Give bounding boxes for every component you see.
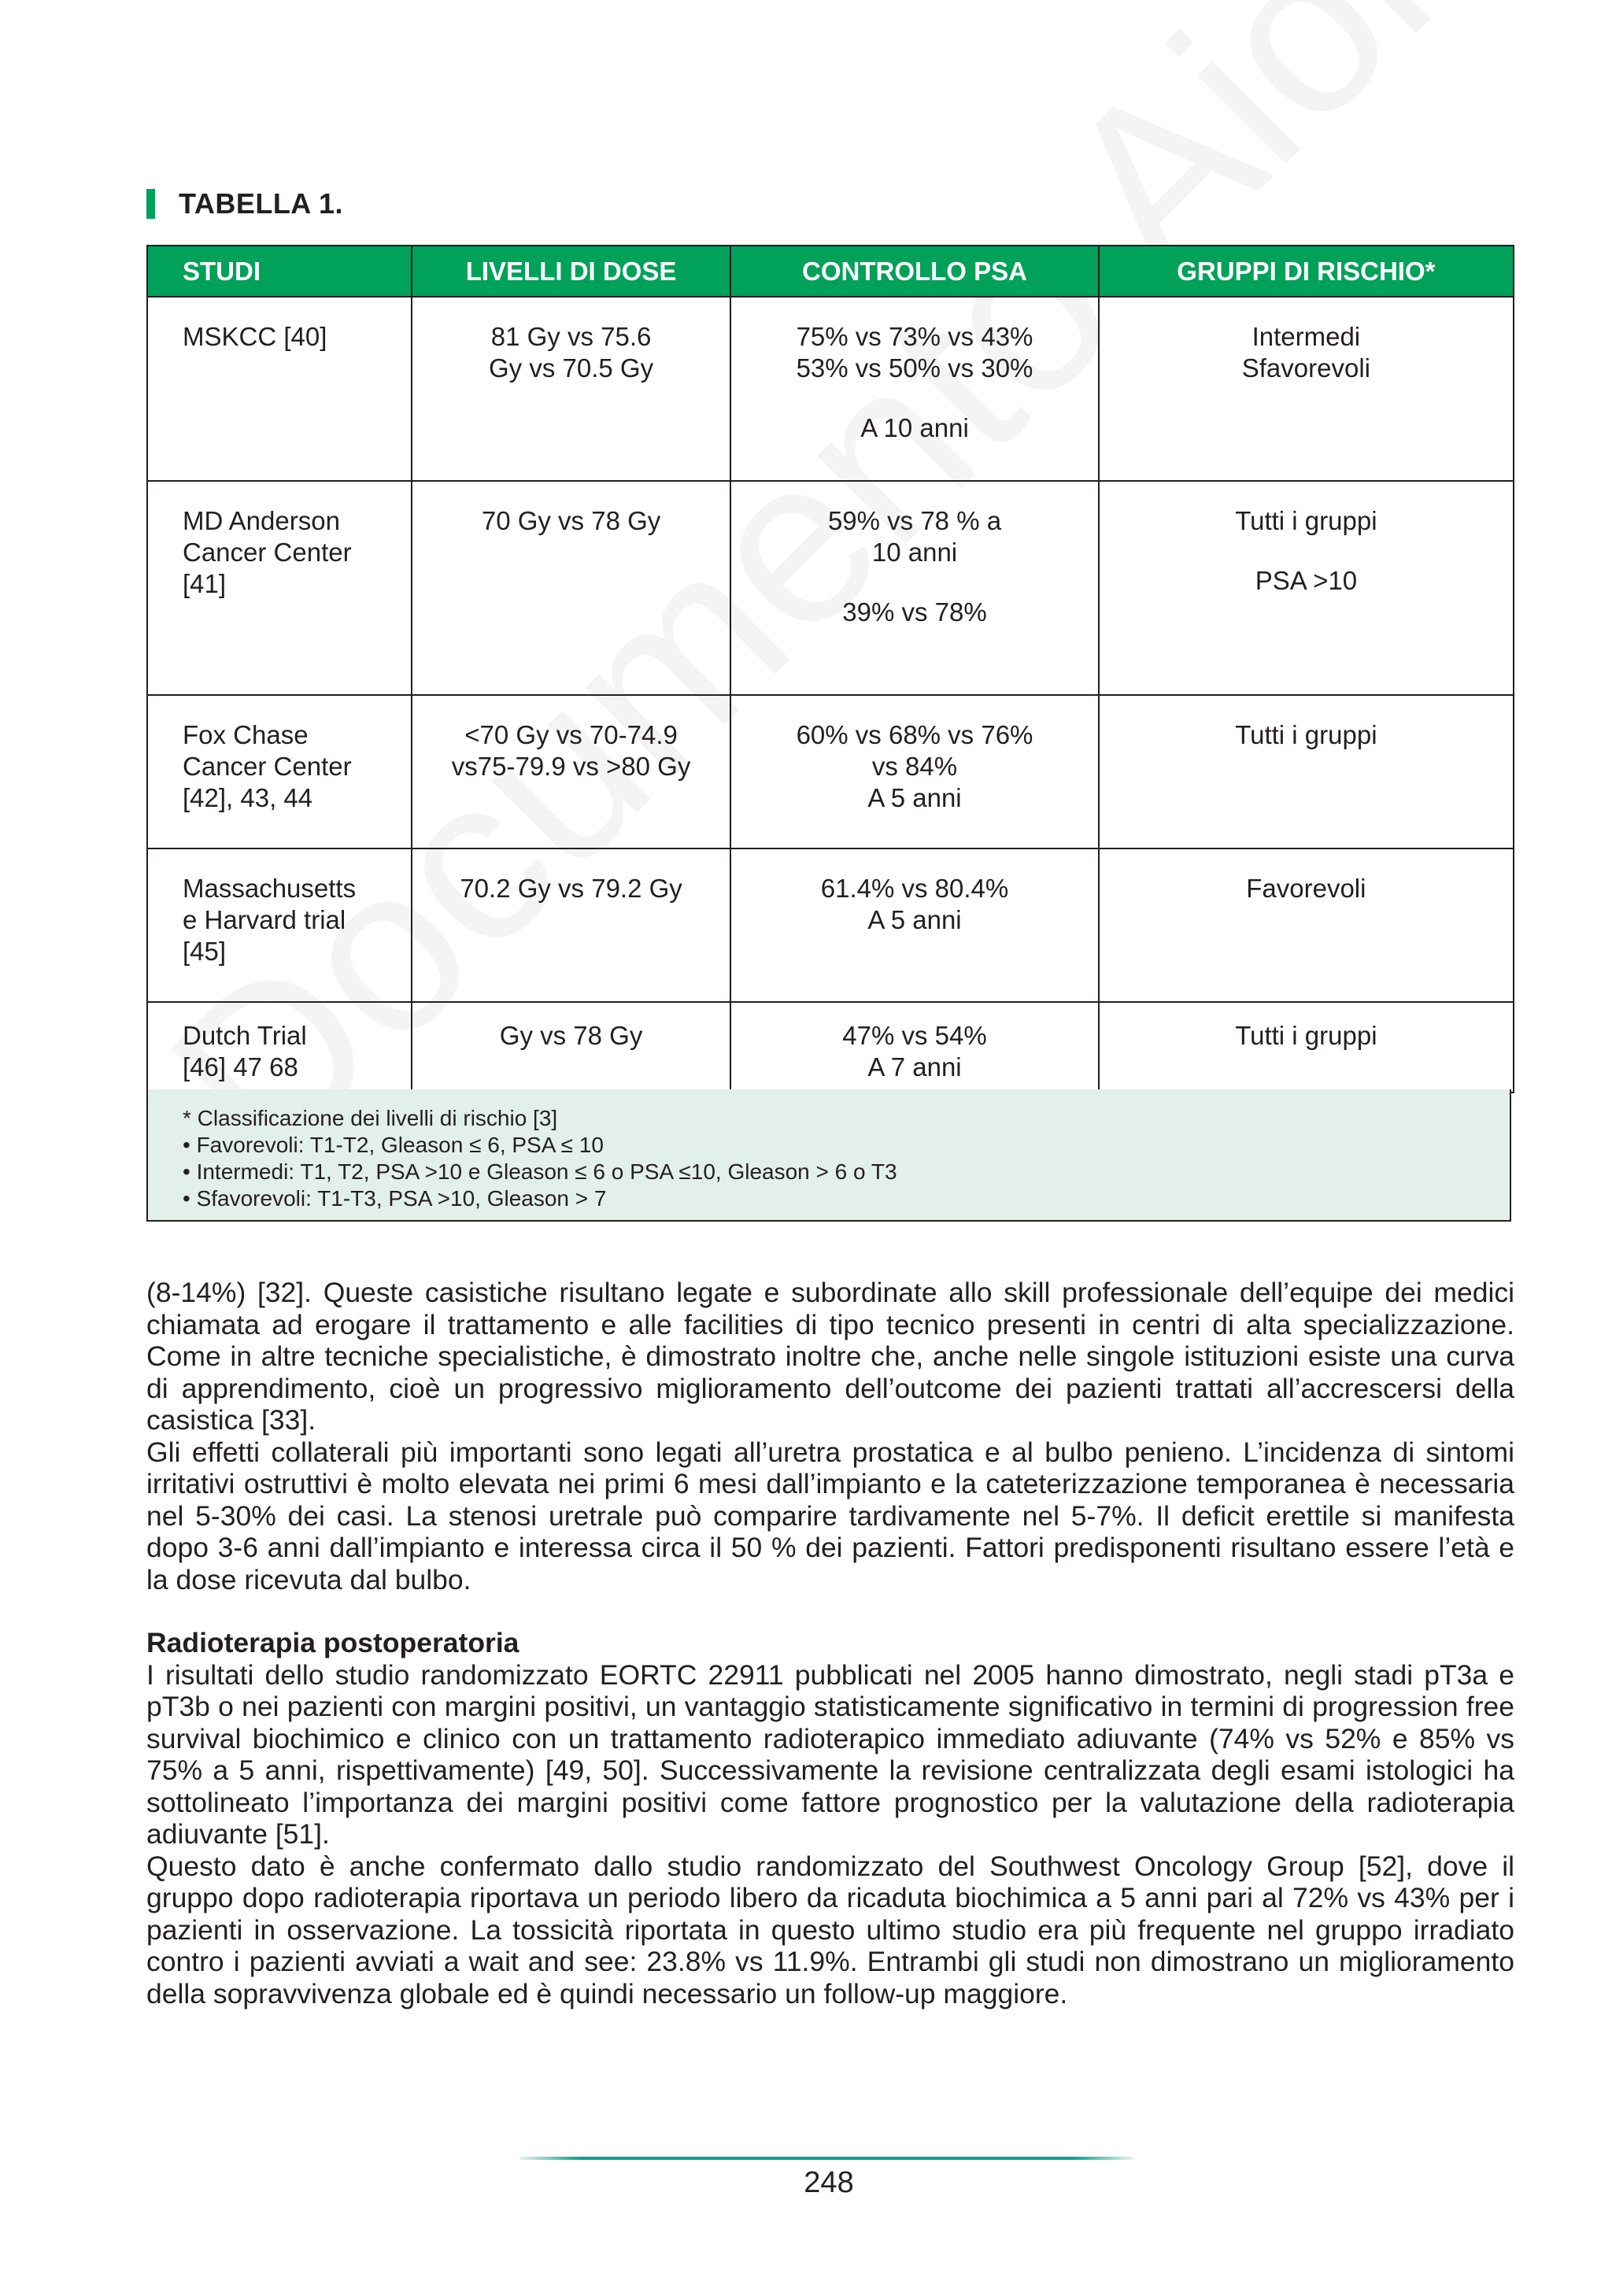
page-number: 248 xyxy=(804,2166,854,2199)
note-line: • Intermedi: T1, T2, PSA >10 e Gleason ≤ 6 o PSA ≤10, Gleason > 6 o T3 xyxy=(183,1159,897,1184)
header-gruppi-di-rischio: GRUPPI DI RISCHIO* xyxy=(1099,246,1514,297)
title-marker xyxy=(146,189,155,219)
table-row xyxy=(147,1002,1514,1093)
paragraph: I risultati dello studio randomizzato EORTC 22911 pubblicati nel 2005 hanno dimostrato, negli stadi pT3a e pT3b o nei pazienti con margini positivi, un vantaggio statisticamente significativo in termini di progression free survival biochimico e clinico con un trattamento radioterapico immediato adiuvante (74% vs 52% e 85% vs 75% a 5 anni, rispettivamente) [49, 50]. Successivamente la revisione centralizzata degli esami istologici ha sottolineato l’importanza dei margini positivi come fattore prognostico per la valutazione della radioterapia adiuvante [51]. xyxy=(146,1658,1514,1850)
header-studi: STUDI xyxy=(147,246,412,297)
cell-study: Massachusetts e Harvard trial [45] xyxy=(147,849,412,1002)
note-line: • Favorevoli: T1-T2, Gleason ≤ 6, PSA ≤ 10 xyxy=(183,1133,604,1157)
table-row xyxy=(147,849,1514,1002)
footer-rule xyxy=(519,2157,1133,2160)
body-text xyxy=(146,1277,1514,2009)
cell-psa: 75% vs 73% vs 43% 53% vs 50% vs 30% A 10 anni xyxy=(730,297,1098,481)
paragraph: Questo dato è anche confermato dallo studio randomizzato del Southwest Oncology Group [52], dove il gruppo dopo radioterapia riportava un periodo libero da ricaduta biochimica a 5 anni pari al 72% vs 43% per i pazienti in osservazione. La tossicità riportata in questo ultimo studio era più frequente nel gruppo irradiato contro i pazienti avviati a wait and see: 23.8% vs 11.9%. Entrambi gli studi non dimostrano un miglioramento della sopravvivenza globale ed è quindi necessario un follow-up maggiore. xyxy=(146,1850,1514,2009)
section-heading: Radioterapia postoperatoria xyxy=(146,1627,519,1658)
table-row xyxy=(147,695,1514,849)
table-notes xyxy=(146,1089,1511,1222)
cell-dose: Gy vs 78 Gy xyxy=(412,1002,730,1093)
cell-risk: Tutti i gruppi xyxy=(1099,695,1514,849)
cell-risk: Intermedi Sfavorevoli xyxy=(1099,297,1514,481)
header-controllo-psa: CONTROLLO PSA xyxy=(730,246,1098,297)
cell-risk: Tutti i gruppi xyxy=(1099,1002,1514,1093)
cell-risk: Favorevoli xyxy=(1099,849,1514,1002)
cell-dose: 81 Gy vs 75.6 Gy vs 70.5 Gy xyxy=(412,297,730,481)
cell-dose: 70.2 Gy vs 79.2 Gy xyxy=(412,849,730,1002)
cell-study: MD Anderson Cancer Center [41] xyxy=(147,481,412,695)
cell-psa: 47% vs 54% A 7 anni xyxy=(730,1002,1098,1093)
results-table xyxy=(146,245,1514,1093)
cell-psa: 59% vs 78 % a 10 anni 39% vs 78% xyxy=(730,481,1098,695)
cell-dose: <70 Gy vs 70-74.9 vs75-79.9 vs >80 Gy xyxy=(412,695,730,849)
cell-dose: 70 Gy vs 78 Gy xyxy=(412,481,730,695)
table-header-row xyxy=(147,246,1514,297)
paragraph: (8-14%) [32]. Queste casistiche risultano legate e subordinate allo skill professionale dell’equipe dei medici chiamata ad erogare il trattamento e alle facilities di tipo tecnico presenti in centri di alta specializzazione. Come in altre tecniche specialistiche, è dimostrato inoltre che, anche nelle singole istituzioni esiste una curva di apprendimento, cioè un progressivo miglioramento dell’outcome dei pazienti trattati all’accrescersi della casistica [33]. xyxy=(146,1277,1514,1436)
cell-study: Dutch Trial [46] 47 68 xyxy=(147,1002,412,1093)
table-title-text: TABELLA 1. xyxy=(179,187,343,220)
cell-study: MSKCC [40] xyxy=(147,297,412,481)
cell-psa: 61.4% vs 80.4% A 5 anni xyxy=(730,849,1098,1002)
cell-psa: 60% vs 68% vs 76% vs 84% A 5 anni xyxy=(730,695,1098,849)
note-line: • Sfavorevoli: T1-T3, PSA >10, Gleason > 7 xyxy=(183,1186,607,1211)
cell-study: Fox Chase Cancer Center [42], 43, 44 xyxy=(147,695,412,849)
cell-risk: Tutti i gruppi PSA >10 xyxy=(1099,481,1514,695)
table-row xyxy=(147,297,1514,481)
header-livelli-di-dose: LIVELLI DI DOSE xyxy=(412,246,730,297)
note-line: * Classificazione dei livelli di rischio [3] xyxy=(183,1106,558,1130)
table-row xyxy=(147,481,1514,695)
paragraph: Gli effetti collaterali più importanti sono legati all’uretra prostatica e al bulbo penieno. L’incidenza di sintomi irritativi ostruttivi è molto elevata nei primi 6 mesi dall’impianto e la cateterizzazione temporanea è necessaria nel 5-30% dei casi. La stenosi uretrale può comparire tardivamente nel 5-7%. Il deficit erettile si manifesta dopo 3-6 anni dall’impianto e interessa circa il 50 % dei pazienti. Fattori predisponenti risultano essere l’età e la dose ricevuta dal bulbo. xyxy=(146,1436,1514,1595)
table-title xyxy=(146,187,343,220)
